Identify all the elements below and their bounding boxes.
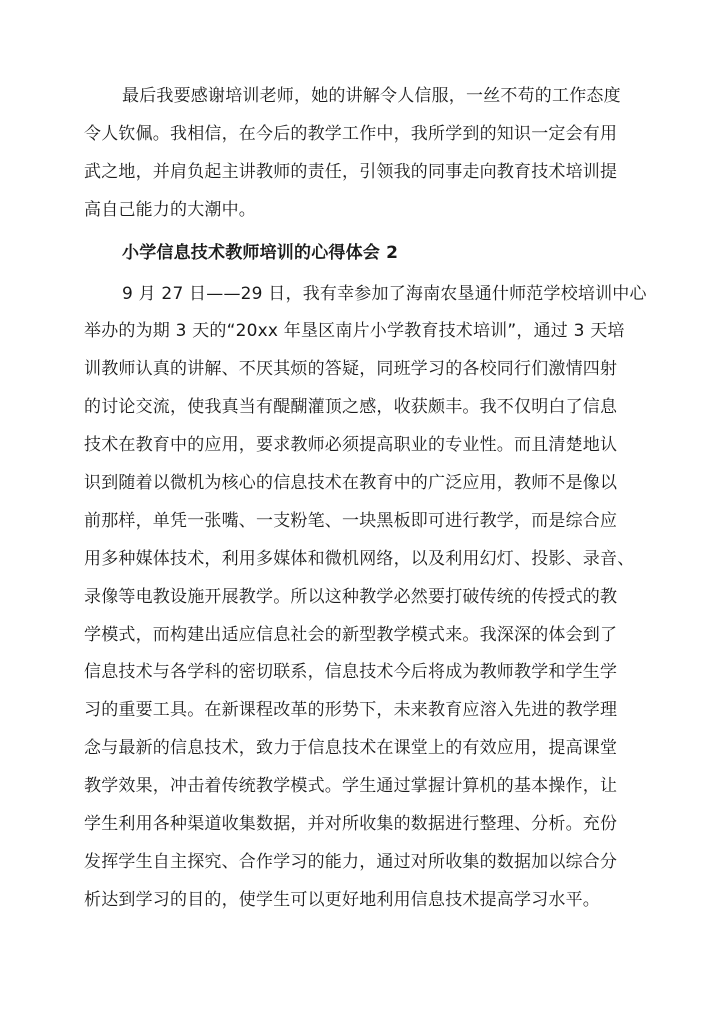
paragraph-line: 武之地，并肩负起主讲教师的责任，引领我的同事走向教育技术培训提 <box>84 161 618 182</box>
paragraph-line: 析达到学习的目的，使学生可以更好地利用信息技术提高学习水平。 <box>84 889 600 910</box>
paragraph-line: 录像等电教设施开展教学。所以这种教学必然要打破传统的传授式的教 <box>84 586 618 607</box>
paragraph-line: 前那样，单凭一张嘴、一支粉笔、一块黑板即可进行教学，而是综合应 <box>84 510 618 531</box>
paragraph-line: 训教师认真的讲解、不厌其烦的答疑，同班学习的各校同行们激情四射 <box>84 359 618 380</box>
paragraph-line: 技术在教育中的应用，要求教师必须提高职业的专业性。而且清楚地认 <box>84 435 618 456</box>
paragraph-line: 用多种媒体技术，利用多媒体和微机网络，以及利用幻灯、投影、录音、 <box>84 548 635 569</box>
paragraph-line: 学生利用各种渠道收集数据，并对所收集的数据进行整理、分析。充份 <box>84 814 618 835</box>
document-page <box>84 78 647 920</box>
paragraph-body <box>84 276 647 920</box>
paragraph-line: 信息技术与各学科的密切联系，信息技术今后将成为教师教学和学生学 <box>84 662 618 683</box>
paragraph-closing <box>84 78 644 230</box>
paragraph-line: 最后我要感谢培训老师，她的讲解令人信服，一丝不苟的工作态度 <box>122 86 621 106</box>
paragraph-line: 习的重要工具。在新课程改革的形势下，未来教育应溶入先进的教学理 <box>84 700 618 721</box>
paragraph-line: 高自己能力的大潮中。 <box>84 199 256 220</box>
paragraph-line: 识到随着以微机为核心的信息技术在教育中的广泛应用，教师不是像以 <box>84 473 618 494</box>
paragraph-line: 令人钦佩。我相信，在今后的教学工作中，我所学到的知识一定会有用 <box>84 123 618 144</box>
paragraph-line: 发挥学生自主探究、合作学习的能力，通过对所收集的数据加以综合分 <box>84 851 618 872</box>
section-heading: 小学信息技术教师培训的心得体会 2 <box>122 242 399 263</box>
paragraph-line: 的讨论交流，使我真当有醍醐灌顶之感，收获颇丰。我不仅明白了信息 <box>84 397 618 418</box>
paragraph-line: 举办的为期 3 天的“20xx 年垦区南片小学教育技术培训”，通过 3 天培 <box>84 321 625 342</box>
paragraph-line: 9 月 27 日——29 日，我有幸参加了海南农垦通什师范学校培训中心 <box>122 283 647 304</box>
paragraph-line: 教学效果，冲击着传统教学模式。学生通过掌握计算机的基本操作，让 <box>84 776 618 797</box>
paragraph-line: 学模式，而构建出适应信息社会的新型教学模式来。我深深的体会到了 <box>84 624 618 645</box>
paragraph-line: 念与最新的信息技术，致力于信息技术在课堂上的有效应用，提高课堂 <box>84 738 618 759</box>
